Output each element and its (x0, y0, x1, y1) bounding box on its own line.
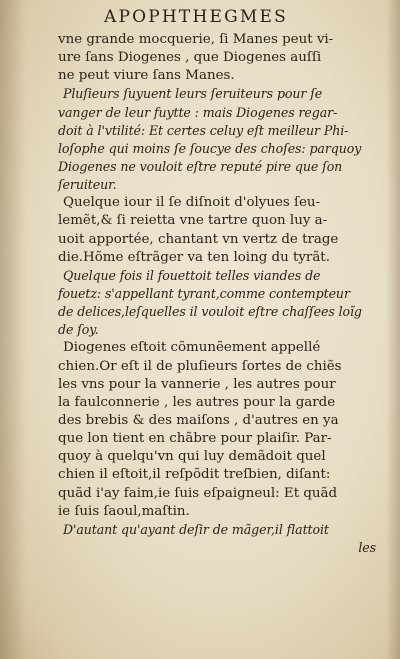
text-line: des brebis & des maiſons , d'autres en ya (58, 412, 339, 428)
text-line: Diogenes ne vouloit eſtre reputé pire que ſon (58, 158, 343, 174)
text-line: ie ſuis ſaoul,maſtin. (58, 503, 190, 519)
text-line: Quelque fois il fouettoit telles viandes de (63, 267, 321, 283)
text-line: Quelque iour il ſe diſnoit d'olyues ſeu- (63, 195, 321, 211)
text-line: uoit apportée, chantant vn vertz de trage (58, 231, 339, 247)
text-line: de ſoy. (58, 322, 99, 338)
text-line: ſeruiteur. (58, 177, 117, 193)
text-line: ne peut viure ſans Manes. (58, 68, 235, 84)
text-line: fouetz: s'appellant tyrant,comme contempteur (58, 285, 350, 301)
text-line: ure ſans Diogenes , que Diogenes auſſi (58, 50, 322, 66)
text-line: de delices,leſquelles il vouloit eſtre chaſſees loĩg (58, 304, 362, 320)
text-line: lemẽt,& ſi reietta vne tartre quon luy a- (58, 213, 328, 229)
text-line: Pluſieurs ſuyuent leurs ſeruiteurs pour ſe (63, 86, 323, 102)
text-line: chien il eſtoit,il reſpõdit treſbien, diſant: (58, 467, 331, 483)
text-line: les vns pour la vannerie , les autres pour (58, 376, 336, 392)
text-line: vne grande mocquerie, ſi Manes peut vi- (58, 32, 334, 47)
text-line: la faulconnerie , les autres pour la garde (58, 394, 336, 410)
text-line: vanger de leur fuytte : mais Diogenes regar- (58, 104, 338, 120)
catchword: les (358, 539, 376, 555)
text-line: doit à l'vtilité: Et certes celuy eſt meilleur Phi- (58, 122, 349, 138)
text-line: quoy à quelqu'vn qui luy demãdoit quel (58, 449, 326, 465)
text-line: die.Hõme eſtrãger va ten loing du tyrãt. (58, 249, 330, 265)
text-line: chien.Or eſt il de pluſieurs ſortes de chiẽs (58, 358, 342, 374)
text-line: D'autant qu'ayant deſir de mãger,il flattoit (63, 521, 329, 537)
text-line: quãd i'ay faim,ie ſuis eſpaigneul: Et quãd (58, 485, 338, 501)
text-line: loſophe qui moins ſe ſoucye des choſes: parquoy (58, 140, 362, 156)
running-head: APOPHTHEGMES (104, 7, 288, 27)
text-line: Diogenes eſtoit cõmunẽement appellé (63, 340, 321, 356)
body-text (58, 31, 376, 557)
text-line: que lon tient en chãbre pour plaiſir. Par- (58, 431, 332, 447)
